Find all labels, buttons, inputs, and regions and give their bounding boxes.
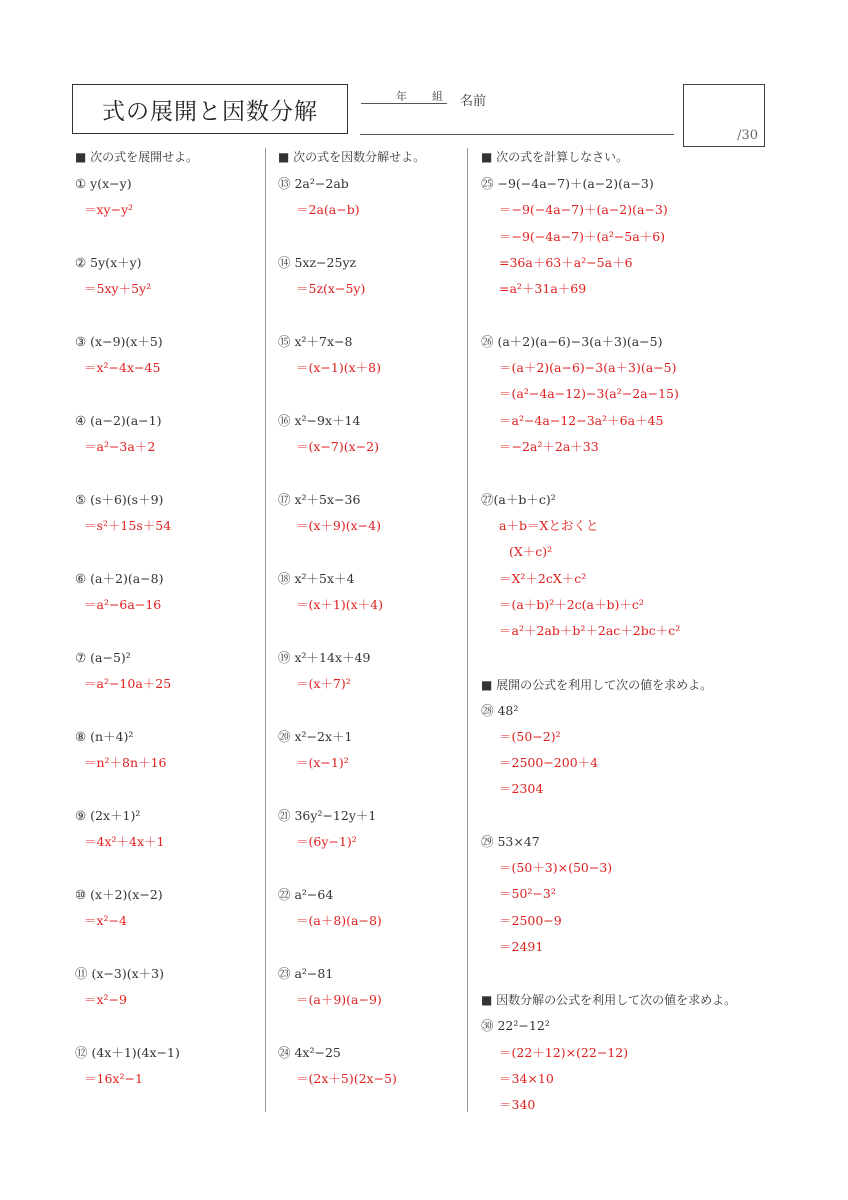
- problem-question: ⑭ 5xz−25yz: [278, 255, 357, 270]
- problem-answer: ＝340: [499, 1097, 536, 1112]
- problem-question: ㉓ a²−81: [278, 966, 334, 981]
- problem-answer: ＝(x＋9)(x−4): [296, 518, 381, 533]
- problem-answer: ＝(a＋9)(a−9): [296, 992, 382, 1007]
- problem-answer: ＝(50−2)²: [499, 729, 561, 744]
- problem-answer: ＝(x−1)²: [296, 755, 349, 770]
- problem-question: ② 5y(x＋y): [75, 255, 142, 270]
- problem-answer: ＝a²−3a＋2: [84, 439, 156, 454]
- problem-answer: ＝a²−6a−16: [84, 597, 162, 612]
- problem-question: ㉚ 22²−12²: [481, 1018, 550, 1033]
- score-box: [683, 84, 765, 147]
- problem-answer: ＝2500−200＋4: [499, 755, 599, 770]
- worksheet-title: 式の展開と因数分解: [72, 84, 348, 134]
- problem-answer: =a²＋31a＋69: [499, 281, 587, 296]
- problem-answer: =36a＋63＋a²−5a＋6: [499, 255, 633, 270]
- problem-question: ⑪ (x−3)(x＋3): [75, 966, 164, 981]
- problem-answer: ＝34×10: [499, 1071, 554, 1086]
- problem-answer: ＝−2a²＋2a＋33: [499, 439, 599, 454]
- problem-answer: ＝−9(−4a−7)＋(a²−5a＋6): [499, 229, 666, 244]
- problem-question: ㉑ 36y²−12y＋1: [278, 808, 377, 823]
- problem-answer: ＝(x＋7)²: [296, 676, 351, 691]
- problem-answer: ＝4x²＋4x＋1: [84, 834, 165, 849]
- problem-answer: ＝2a(a−b): [296, 202, 360, 217]
- problem-answer: ＝50²−3²: [499, 886, 556, 901]
- problem-question: ⑥ (a＋2)(a−8): [75, 571, 164, 586]
- section-heading: ■ 次の式を展開せよ。: [75, 150, 199, 164]
- problem-answer: ＝x²−4: [84, 913, 127, 928]
- problem-question: ⑩ (x＋2)(x−2): [75, 887, 163, 902]
- problem-question: ⑰ x²＋5x−36: [278, 492, 361, 507]
- problem-question: ㉕ −9(−4a−7)＋(a−2)(a−3): [481, 176, 654, 191]
- problem-answer: ＝(2x＋5)(2x−5): [296, 1071, 397, 1086]
- column-divider-2: [467, 148, 468, 1112]
- problem-answer: ＝(a＋b)²＋2c(a＋b)＋c²: [499, 597, 644, 612]
- problem-answer: ＝(a＋8)(a−8): [296, 913, 382, 928]
- problem-question: ① y(x−y): [75, 176, 132, 191]
- problem-question: ㉘ 48²: [481, 703, 519, 718]
- problem-answer: ＝a²−4a−12−3a²＋6a＋45: [499, 413, 664, 428]
- problem-answer: ＝2500−9: [499, 913, 562, 928]
- problem-answer: ＝(a＋2)(a−6)−3(a＋3)(a−5): [499, 360, 677, 375]
- problem-answer: ＝5xy＋5y²: [84, 281, 152, 296]
- problem-answer: ＝a²＋2ab＋b²＋2ac＋2bc＋c²: [499, 623, 681, 638]
- score-total: /30: [737, 128, 758, 143]
- class-label: 組: [432, 90, 443, 103]
- problem-question: ㉖ (a＋2)(a−6)−3(a＋3)(a−5): [481, 334, 663, 349]
- problem-answer: ＝x²−9: [84, 992, 127, 1007]
- problem-answer: ＝x²−4x−45: [84, 360, 161, 375]
- year-label: 年: [396, 90, 407, 103]
- problem-answer: ＝X²＋2cX＋c²: [499, 571, 587, 586]
- problem-answer: ＝5z(x−5y): [296, 281, 366, 296]
- problem-question: ③ (x−9)(x＋5): [75, 334, 163, 349]
- problem-answer: a＋b＝Xとおくと: [499, 518, 599, 533]
- problem-question: ⑤ (s＋6)(s＋9): [75, 492, 164, 507]
- problem-answer: ＝s²＋15s＋54: [84, 518, 172, 533]
- problem-answer: ＝n²＋8n＋16: [84, 755, 167, 770]
- problem-question: ㉗(a＋b＋c)²: [481, 492, 556, 507]
- problem-question: ④ (a−2)(a−1): [75, 413, 162, 428]
- problem-answer: ＝(x−1)(x＋8): [296, 360, 381, 375]
- name-label: 名前: [460, 94, 487, 109]
- section-heading: ■ 次の式を計算しなさい。: [481, 150, 629, 164]
- problem-question: ⑲ x²＋14x＋49: [278, 650, 371, 665]
- section-heading: ■ 次の式を因数分解せよ。: [278, 150, 426, 164]
- problem-question: ⑯ x²−9x＋14: [278, 413, 361, 428]
- problem-answer: ＝(22＋12)×(22−12): [499, 1045, 629, 1060]
- name-line: [360, 134, 674, 135]
- column-divider-1: [265, 148, 266, 1112]
- section-heading: ■ 因数分解の公式を利用して次の値を求めよ。: [481, 993, 737, 1007]
- problem-answer: ＝2304: [499, 781, 544, 796]
- problem-question: ⑫ (4x＋1)(4x−1): [75, 1045, 180, 1060]
- problem-question: ⑬ 2a²−2ab: [278, 176, 349, 191]
- problem-question: ⑦ (a−5)²: [75, 650, 131, 665]
- problem-answer: ＝(50＋3)×(50−3): [499, 860, 613, 875]
- problem-answer: ＝(a²−4a−12)−3(a²−2a−15): [499, 386, 679, 401]
- problem-answer: ＝16x²−1: [84, 1071, 143, 1086]
- problem-answer: ＝(x−7)(x−2): [296, 439, 379, 454]
- problem-answer: ＝a²−10a＋25: [84, 676, 172, 691]
- problem-answer: ＝xy−y²: [84, 202, 134, 217]
- problem-question: ⑧ (n＋4)²: [75, 729, 134, 744]
- problem-question: ⑱ x²＋5x＋4: [278, 571, 355, 586]
- problem-question: ⑨ (2x＋1)²: [75, 808, 141, 823]
- problem-question: ⑳ x²−2x＋1: [278, 729, 353, 744]
- problem-answer: ＝(6y−1)²: [296, 834, 357, 849]
- problem-question: ⑮ x²＋7x−8: [278, 334, 353, 349]
- problem-question: ㉒ a²−64: [278, 887, 334, 902]
- problem-question: ㉔ 4x²−25: [278, 1045, 341, 1060]
- problem-question: ㉙ 53×47: [481, 834, 540, 849]
- problem-answer: ＝−9(−4a−7)＋(a−2)(a−3): [499, 202, 668, 217]
- problem-answer: ＝(x＋1)(x＋4): [296, 597, 384, 612]
- problem-answer: ＝2491: [499, 939, 544, 954]
- section-heading: ■ 展開の公式を利用して次の値を求めよ。: [481, 678, 713, 692]
- problem-answer: (X＋c)²: [509, 544, 553, 559]
